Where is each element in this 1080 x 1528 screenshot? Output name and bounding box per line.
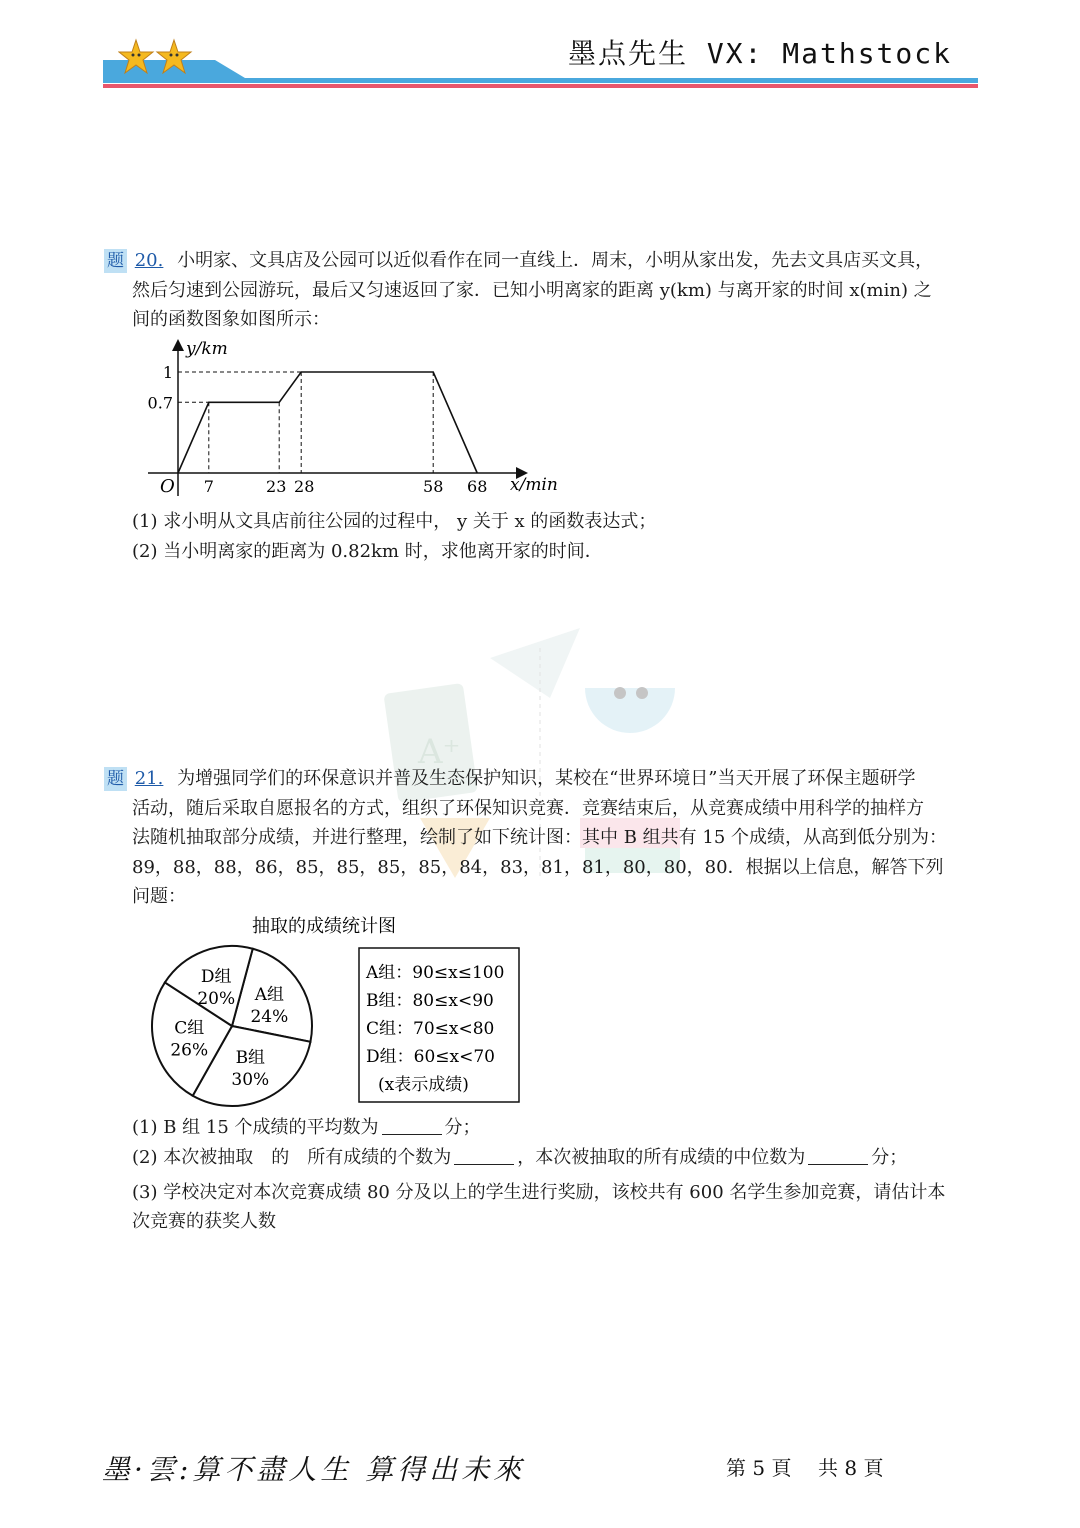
question-20 [104, 246, 974, 335]
question-text-line: 小明家、文具店及公园可以近似看作在同一直线上．周末，小明从家出发，先去文具店买文具， [177, 250, 934, 271]
y-tick-label: 0.7 [147, 393, 173, 413]
q21-sub1-text: (1) B 组 15 个成绩的平均数为 [132, 1117, 379, 1138]
y-tick-label: 1 [162, 363, 173, 382]
question-text-line: 间的函数图象如图所示： [132, 309, 330, 330]
q21-sub2-text: (2) 本次被抽取 的 所有成绩的个数为 [132, 1147, 452, 1168]
question-text-line: 为增强同学们的环保意识并普及生态保护知识，某校在“世界环境日”当天开展了环保主题研学 [177, 768, 916, 789]
page-number: 第 5 頁 [726, 1456, 792, 1480]
legend-entry: B组：80≤x<90 [366, 991, 494, 1011]
q21-sub1 [132, 1113, 481, 1143]
legend-entry: (x表示成绩) [378, 1075, 469, 1095]
graph-line [178, 372, 477, 473]
pie-title: 抽取的成绩统计图 [252, 916, 396, 937]
question-tag: 题 [104, 767, 127, 791]
answer-blank [454, 1146, 514, 1165]
legend-entry: C组：70≤x<80 [366, 1019, 495, 1039]
score-pie-chart [140, 910, 540, 1110]
legend-entry: D组：60≤x<70 [366, 1047, 495, 1067]
origin-label: O [160, 476, 175, 497]
pie-percent-label: 24% [250, 1006, 289, 1027]
q21-sub3-line1: (3) 学校决定对本次竞赛成绩 80 分及以上的学生进行奖励，该校共有 600 名学生参加竞赛，请估计本 [132, 1182, 946, 1203]
question-text-line: 然后匀速到公园游玩，最后又匀速返回了家．已知小明离家的距离 y(km) 与离开家的时间 x(min) 之 [132, 279, 932, 301]
answer-blank [808, 1146, 868, 1165]
stars-logo-icon [118, 38, 198, 82]
distance-time-graph [140, 336, 570, 506]
q21-sub2-unit: 分； [871, 1147, 908, 1168]
q21-sub3-line2: 次竞赛的获奖人数 [132, 1211, 276, 1232]
q21-sub2 [132, 1143, 907, 1173]
pie-group-label: A组 [254, 984, 285, 1005]
x-tick-label: 68 [467, 477, 488, 496]
question-tag: 题 [104, 249, 127, 273]
x-tick-label: 58 [423, 477, 444, 496]
x-tick-label: 7 [203, 477, 214, 496]
q20-sub2: (2) 当小明离家的距离为 0.82km 时，求他离开家的时间． [132, 541, 603, 562]
question-text-line: 法随机抽取部分成绩，并进行整理，绘制了如下统计图：其中 B 组共有 15 个成绩，从高到低分别为： [132, 827, 948, 848]
x-axis-label: x/min [510, 475, 558, 495]
q20-sub1: (1) 求小明从文具店前往公园的过程中， y 关于 x 的函数表达式； [132, 511, 657, 532]
legend-entry: A组：90≤x≤100 [366, 963, 505, 983]
y-axis-label: y/km [186, 339, 228, 359]
pie-group-label: B组 [235, 1048, 266, 1069]
question-number: 20. [134, 250, 164, 271]
page-total: 共 8 頁 [818, 1456, 884, 1480]
pie-group-label: D组 [200, 966, 232, 987]
question-text-line: 89，88，88，86，85，85，85，85，84，83，81，81，80，80，80．根据以上信息，解答下列 [132, 856, 944, 878]
q21-sub2-text2: ，本次被抽取的所有成绩的中位数为 [517, 1147, 806, 1168]
x-tick-label: 23 [266, 477, 287, 496]
pie-percent-label: 20% [197, 988, 236, 1009]
question-number: 21. [134, 768, 164, 789]
pie-percent-label: 30% [231, 1070, 270, 1091]
footer-motto: 墨·雲:算不盡人生 算得出未來 [102, 1453, 526, 1486]
svg-text:A⁺: A⁺ [418, 732, 461, 772]
answer-blank [382, 1116, 442, 1135]
q21-sub1-unit: 分； [444, 1117, 481, 1138]
x-tick-label: 28 [294, 477, 315, 496]
header-brand: 墨点先生 VX: Mathstock [567, 37, 952, 70]
question-21 [104, 764, 974, 912]
question-text-line: 活动，随后采取自愿报名的方式，组织了环保知识竞赛．竞赛结束后，从竞赛成绩中用科学的抽样方 [132, 797, 924, 819]
pie-group-label: C组 [174, 1018, 205, 1039]
question-text-line: 问题： [132, 886, 186, 907]
pie-percent-label: 26% [170, 1040, 209, 1061]
